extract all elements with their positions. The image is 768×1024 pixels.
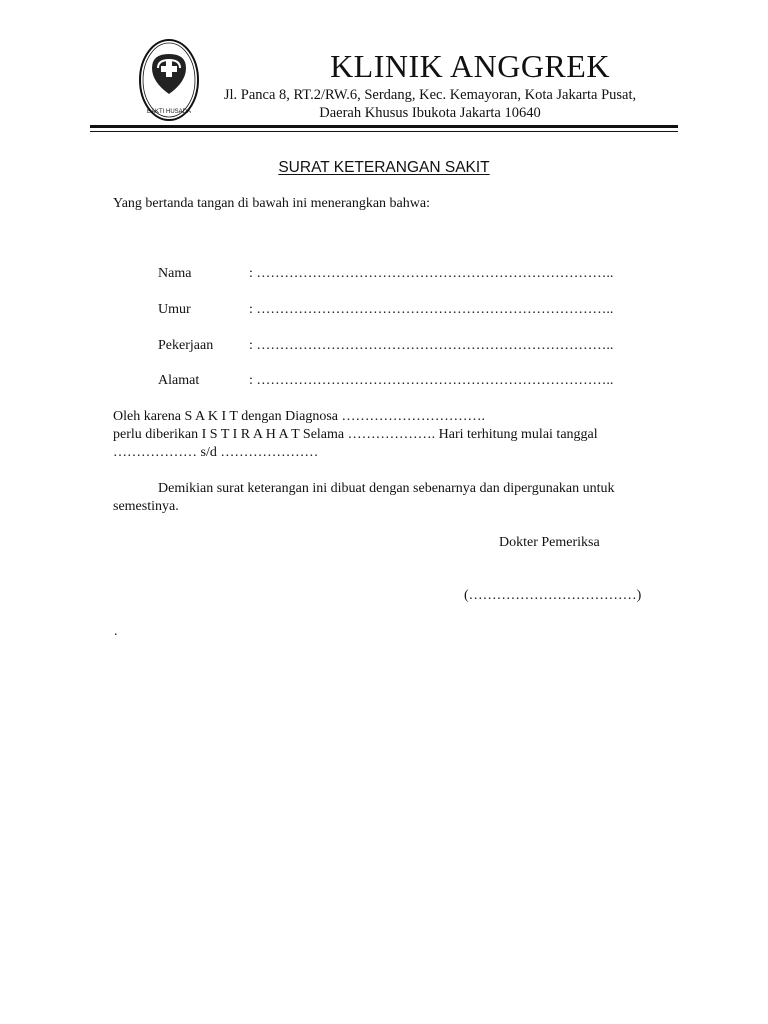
- field-value-nama: : …………………………………………………………………..: [249, 266, 614, 281]
- date-range-line: ……………… s/d …………………: [113, 445, 319, 460]
- field-value-pekerjaan: : …………………………………………………………………..: [249, 338, 614, 353]
- field-label-pekerjaan: Pekerjaan: [158, 338, 214, 353]
- diagnosis-line: Oleh karena S A K I T dengan Diagnosa ………………………….: [113, 409, 485, 424]
- header-divider-thin: [90, 131, 678, 132]
- intro-text: Yang bertanda tangan di bawah ini menerangkan bahwa:: [113, 196, 430, 211]
- signer-title: Dokter Pemeriksa: [499, 535, 600, 550]
- field-label-alamat: Alamat: [158, 373, 200, 388]
- field-value-alamat: : …………………………………………………………………..: [249, 373, 614, 388]
- rest-period-line: perlu diberikan I S T I R A H A T Selama ………………. Hari terhitung mulai tanggal: [113, 427, 598, 442]
- svg-text:BAKTI HUSADA: BAKTI HUSADA: [146, 109, 192, 115]
- stray-dot: .: [114, 624, 118, 639]
- address-line-1: Jl. Panca 8, RT.2/RW.6, Serdang, Kec. Kemayoran, Kota Jakarta Pusat,: [223, 87, 637, 103]
- document-title: SURAT KETERANGAN SAKIT: [278, 159, 490, 176]
- closing-paragraph: Demikian surat keterangan ini dibuat dengan sebenarnya dan dipergunakan untuk semestinya.: [113, 481, 615, 514]
- field-label-umur: Umur: [158, 302, 191, 317]
- address-line-2: Daerah Khusus Ibukota Jakarta 10640: [319, 105, 541, 121]
- field-label-nama: Nama: [158, 266, 192, 281]
- field-value-umur: : …………………………………………………………………..: [249, 302, 614, 317]
- signature-placeholder: (………………………………): [464, 588, 642, 603]
- header-divider-thick: [90, 125, 678, 128]
- clinic-address: [205, 86, 655, 122]
- clinic-name: KLINIK ANGGREK: [330, 48, 610, 84]
- bakti-husada-logo-icon: [138, 38, 200, 122]
